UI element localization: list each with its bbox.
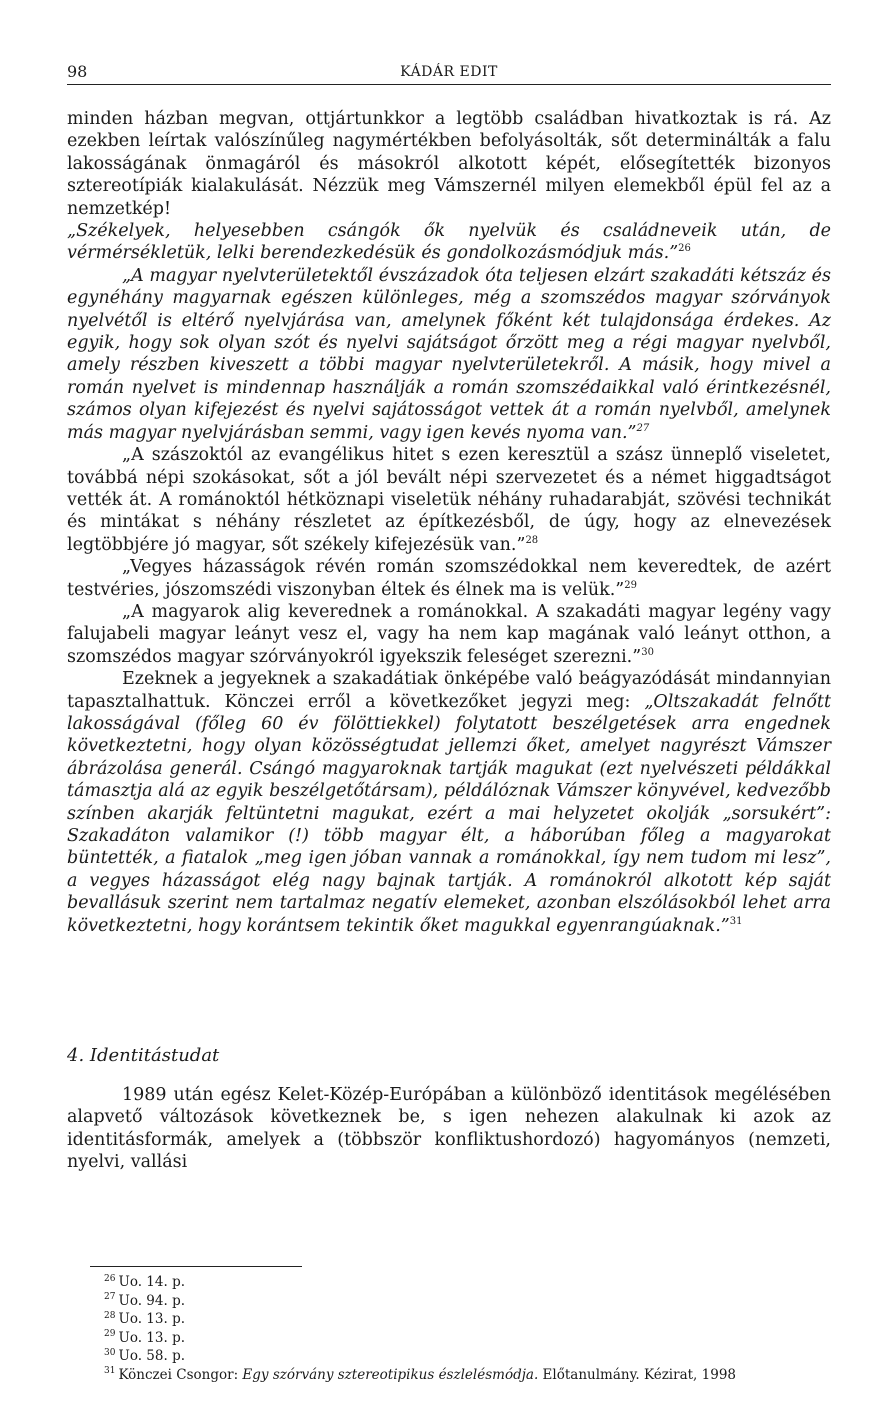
section-text <box>67 1084 831 1174</box>
section-title: 4. Identitástudat <box>67 1045 220 1066</box>
quote-4-text: „Vegyes házasságok révén román szomszédokkal nem keveredtek, de azért testvéries, jószomszédi viszonyban éltek és élnek ma is velük.” <box>67 557 831 600</box>
quote-2 <box>67 265 831 444</box>
footnote-text: Uo. 14. p. <box>118 1274 185 1290</box>
paragraph-1 <box>67 108 831 265</box>
quote-2-text: „A magyar nyelvterületektől évszázadok óta teljesen elzárt szakadáti kétszáz és egynéhány magyarnak egészen különleges, még a szomszédos magyar szórványok nyelvétől is eltérő nyelvjárása van, amelynek főként két tulajdonsága érdekes. Az egyik, hogy sok olyan szót és nyelvi sajátságot őrzött meg a régi magyar nyelvből, amely részben kiveszett a többi magyar nyelvterületekről. A másik, hogy mivel a román nyelvet is mindennap használják a román szomszédaikkal való érintkezésnél, számos olyan kifejezést és nyelvi sajátosságot vettek át a román nyelvből, amelynek más magyar nyelvjárásban semmi, vagy igen kevés nyoma van.” <box>67 265 831 443</box>
quote-1: „Székelyek, helyesebben csángók ők nyelvük és családneveik után, de vérmérsékletük, lelki berendezkedésük és gondolkozásmódjuk más.” <box>67 221 831 264</box>
paragraph-konczei-intro: Ezeknek a jegyeknek a szakadátiak önképébe való beágyazódását mindannyian tapasztalhattuk. Könczei erről a következőket jegyzi meg: <box>67 669 831 712</box>
footnote-27 <box>104 1292 831 1311</box>
footnote-26 <box>104 1273 831 1292</box>
footnote-ref-31: 31 <box>729 915 743 927</box>
running-head: KÁDÁR EDIT <box>400 64 498 80</box>
paragraph-1-text: minden házban megvan, ottjártunkkor a legtöbb családban hivatkoztak is rá. Az ezekben leírtak valószínűleg nagymértékben befolyásolták, sőt determinálták a falu lakosságának önmagáról és másokról alkotott képét, elősegítették bizonyos sztereotípiák kialakulását. Nézzük meg Vámszernél milyen elemekből épül fel az a nemzetkép! <box>67 109 831 219</box>
footnotes <box>104 1273 831 1385</box>
quote-5 <box>67 601 831 668</box>
footnote-rule <box>90 1266 302 1267</box>
footnote-30 <box>104 1347 831 1366</box>
footnote-ref-27: 27 <box>636 422 650 434</box>
main-text <box>67 108 831 937</box>
quote-5-text: „A magyarok alig keverednek a románokkal. A szakadáti magyar legény vagy falujabeli magyar leányt vesz el, vagy ha nem kap magának való leányt otthon, a szomszédos magyar szórványokról igyekszik feleséget szerezni.” <box>67 601 831 667</box>
footnote-number: 27 <box>104 1292 116 1303</box>
page-header <box>67 62 831 82</box>
footnote-author: Könczei Csongor: <box>118 1366 243 1383</box>
quote-3 <box>67 444 831 556</box>
quote-3-text: „A szászoktól az evangélikus hitet s ezen keresztül a szász ünneplő viseletet, továbbá népi szokásokat, sőt a jól bevált népi szervezetet és a német higgadtságot vették át. A románoktól hétköznapi viseletük néhány ruhadarabját, szövési technikát és mintákat s néhány részletet az építkezésből, de úgy, hogy az elnevezések legtöbbjére jó magyar, sőt székely kifejezésük van.” <box>67 445 831 555</box>
footnote-number: 26 <box>104 1273 116 1284</box>
footnote-number: 28 <box>104 1310 116 1321</box>
footnote-ref-26: 26 <box>678 243 691 255</box>
header-rule <box>67 84 831 85</box>
footnote-title: Egy szórvány sztereotipikus észlelésmódja. <box>242 1366 539 1383</box>
footnote-text: Uo. 94. p. <box>118 1292 185 1309</box>
paragraph-konczei <box>67 668 831 937</box>
footnote-number: 31 <box>104 1366 116 1377</box>
footnote-29 <box>104 1329 831 1348</box>
footnote-28 <box>104 1310 831 1329</box>
section-paragraph: 1989 után egész Kelet-Közép-Európában a különböző identitások megélésében alapvető változások következnek be, s igen nehezen alakulnak ki azok az identitásformák, amelyek a (többször konfliktushordozó) hagyományos (nemzeti, nyelvi, vallási <box>67 1085 831 1173</box>
footnote-text: Uo. 13. p. <box>118 1311 185 1328</box>
footnote-number: 29 <box>104 1329 116 1340</box>
footnote-31 <box>104 1366 831 1385</box>
footnote-rest: Előtanulmány. Kézirat, 1998 <box>538 1366 736 1383</box>
footnote-ref-29: 29 <box>624 579 637 591</box>
footnote-text: Uo. 58. p. <box>118 1348 185 1365</box>
footnote-ref-30: 30 <box>641 646 654 658</box>
footnote-number: 30 <box>104 1347 116 1358</box>
page-number: 98 <box>67 62 88 81</box>
footnote-ref-28: 28 <box>525 534 539 546</box>
paragraph-konczei-quote: „Oltszakadát felnőtt lakosságával (főleg 60 év fölöttiekkel) folytatott beszélgetések arra engednek következtetni, hogy olyan közösségtudat jellemzi őket, amelyet nagyrészt Vámszer ábrázolása generál. Csángó magyaroknak tartják magukat (ezt nyelvészeti példákkal támasztja alá az egyik beszélgetőtársam), példálóznak Vámszer könyvével, kedvezőbb színben akarják feltüntetni magukat, ezért a mai helyzetet okolják „sorsukért”: Szakadáton valamikor (!) több magyar élt, a háborúban főleg a magyarokat büntették, a fiatalok „meg igen jóban vannak a románokkal, így nem tudom mi lesz”, a vegyes házasságot elég nagy bajnak tartják. A románokról alkotott kép saját bevallásuk szerint nem tartalmaz negatív elemeket, azonban elszólásokból lehet arra következtetni, hogy korántsem tekintik őket magukkal egyenrangúaknak.” <box>67 691 831 936</box>
footnote-text: Uo. 13. p. <box>118 1329 185 1346</box>
quote-4 <box>67 556 831 601</box>
